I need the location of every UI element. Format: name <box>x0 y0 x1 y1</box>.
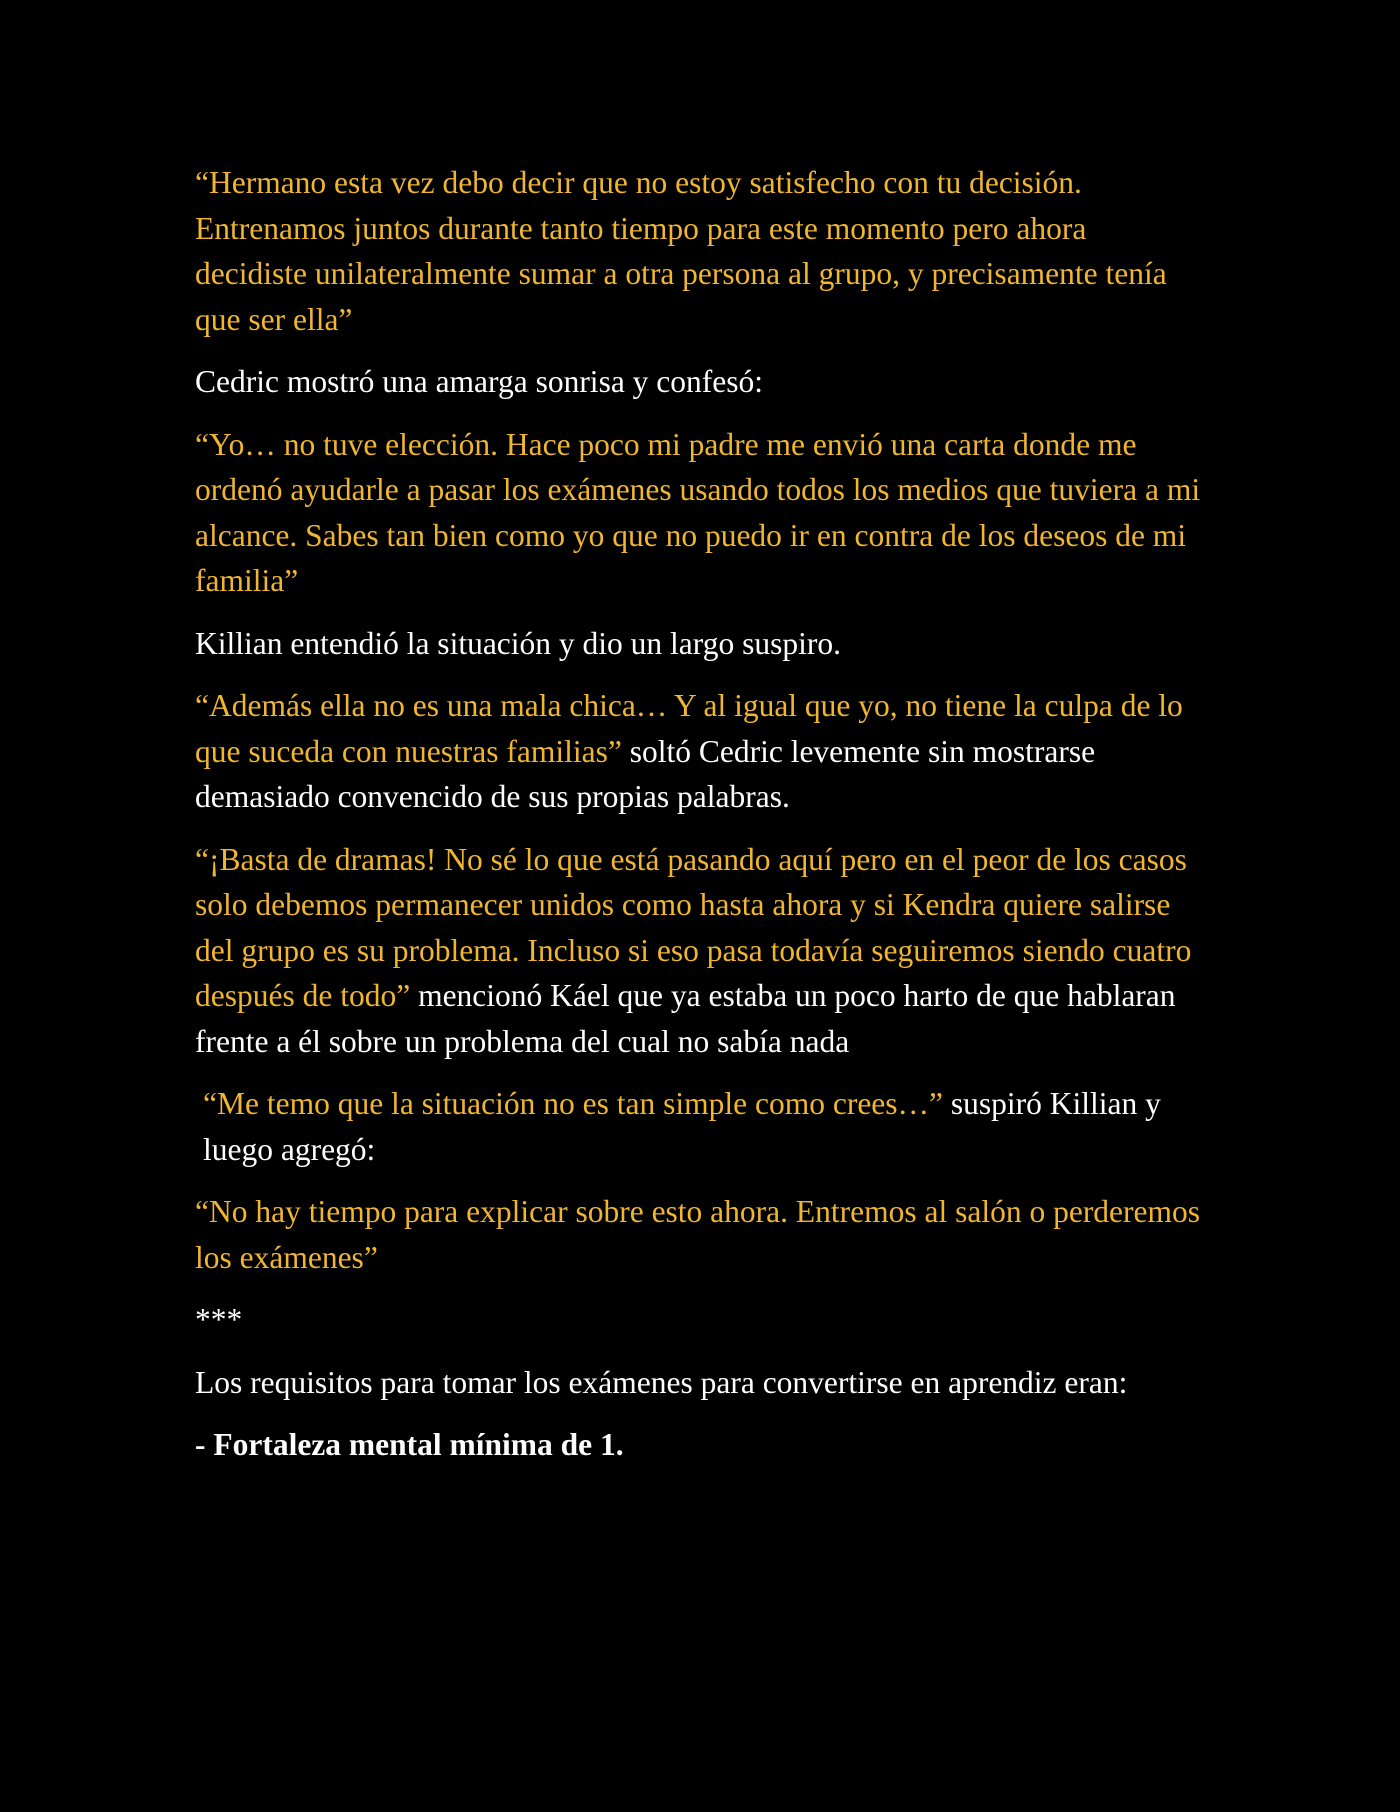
paragraph-narration-2 <box>195 621 1205 667</box>
narration-text: Killian entendió la situación y dio un largo suspiro. <box>195 625 841 661</box>
dialogue-text: “Hermano esta vez debo decir que no estoy satisfecho con tu decisión. Entrenamos juntos durante tanto tiempo para este momento pero ahora decidiste unilateralmente sumar a otra persona al grupo, y precisamente tenía que ser ella” <box>195 165 1167 337</box>
document-page <box>195 160 1205 1485</box>
narration-text: suspiró Killian y luego agregó: <box>203 1086 1161 1167</box>
paragraph-mixed-1 <box>195 683 1205 820</box>
narration-text: Cedric mostró una amarga sonrisa y confesó: <box>195 364 764 399</box>
dialogue-text: “Me temo que la situación no es tan simple como crees…” <box>203 1086 944 1121</box>
dialogue-text: “Además ella no es una mala chica… Y al igual que yo, no tiene la culpa de lo que suceda con nuestras familias” <box>195 688 1183 769</box>
dialogue-text: “Yo… no tuve elección. Hace poco mi padre me envió una carta donde me ordenó ayudarle a pasar los exámenes usando todos los medios que tuviera a mi alcance. Sabes tan bien como yo que no puedo ir en contra de los deseos de mi familia” <box>195 426 1201 598</box>
paragraph-narration-1 <box>195 359 1205 405</box>
paragraph-dialogue-3 <box>195 1189 1205 1280</box>
paragraph-mixed-3 <box>195 1081 1205 1172</box>
paragraph-dialogue-1 <box>195 160 1205 342</box>
paragraph-mixed-2 <box>195 837 1205 1065</box>
paragraph-narration-3 <box>195 1360 1205 1406</box>
scene-break-marker: *** <box>195 1302 243 1337</box>
paragraph-dialogue-2 <box>195 422 1205 604</box>
dialogue-text: “No hay tiempo para explicar sobre esto ahora. Entremos al salón o perderemos los exámenes” <box>195 1194 1201 1275</box>
narration-text: Los requisitos para tomar los exámenes para convertirse en aprendiz eran: <box>195 1364 1128 1400</box>
dialogue-text: “¡Basta de dramas! No sé lo que está pasando aquí pero en el peor de los casos solo debemos permanecer unidos como hasta ahora y si Kendra quiere salirse del grupo es su problema. Incluso si eso pasa todavía seguiremos siendo cuatro después de todo” <box>195 841 1192 1013</box>
requirement-text: - Fortaleza mental mínima de 1. <box>195 1427 624 1462</box>
requirement-item <box>195 1422 1205 1468</box>
narration-text: mencionó Káel que ya estaba un poco harto de que hablaran frente a él sobre un problema del cual no sabía nada <box>195 978 1176 1059</box>
scene-break <box>195 1297 1205 1343</box>
narration-text: soltó Cedric levemente sin mostrarse demasiado convencido de sus propias palabras. <box>195 733 1096 814</box>
